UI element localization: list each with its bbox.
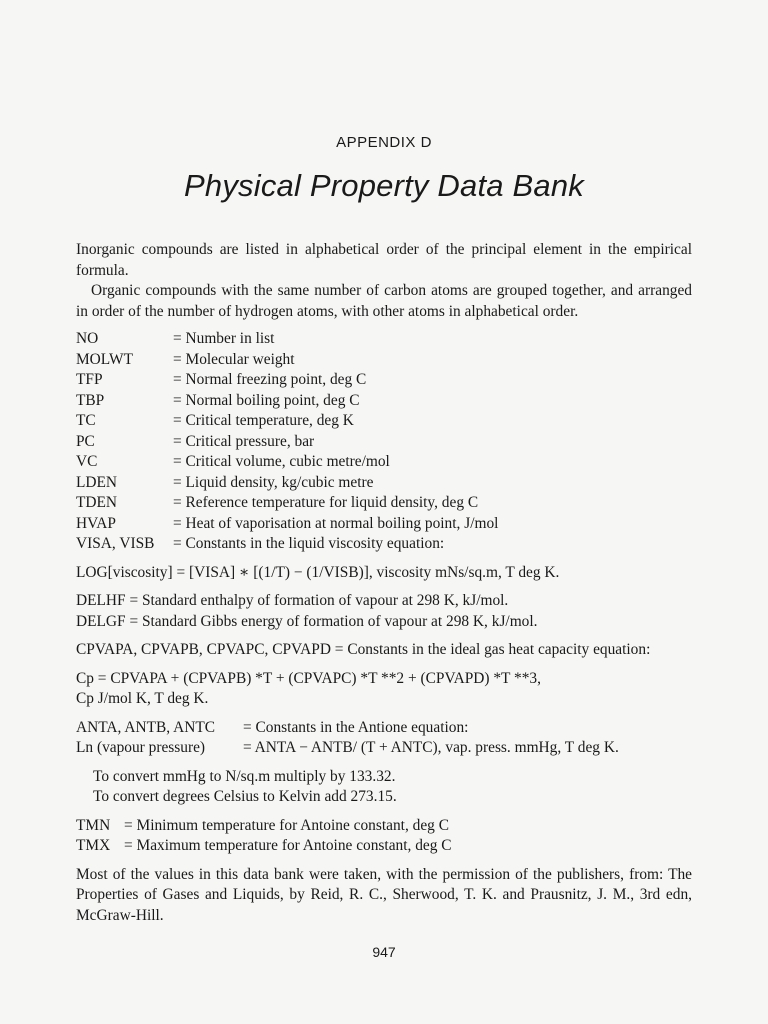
definition-key: MOLWT (76, 350, 133, 368)
conversion-note: To convert mmHg to N/sq.m multiply by 133.32. (93, 767, 396, 785)
cp-units: Cp J/mol K, T deg K. (76, 690, 209, 707)
definition-desc: = Heat of vaporisation at normal boiling point, J/mol (173, 514, 499, 532)
definition-desc: = Constants in the liquid viscosity equation: (173, 535, 445, 552)
definition-desc: = Number in list (173, 330, 275, 347)
delhf-definition: DELHF = Standard enthalpy of formation of vapour at 298 K, kJ/mol. (76, 592, 509, 609)
definition-key: NO (76, 330, 99, 347)
tm-row (76, 836, 692, 857)
delgf-definition: DELGF = Standard Gibbs energy of formation of vapour at 298 K, kJ/mol. (76, 612, 538, 630)
tm-desc: = Minimum temperature for Antoine constant, deg C (124, 816, 449, 834)
intro-paragraph-2: Organic compounds with the same number of carbon atoms are grouped together, and arranged in order of the number of hydrogen atoms, with other atoms in alphabetical order. (76, 282, 692, 320)
definition-key: HVAP (76, 514, 116, 532)
tm-row (76, 816, 692, 837)
definition-desc: = Liquid density, kg/cubic metre (173, 473, 374, 491)
tm-key: TMN (76, 816, 111, 834)
definition-key: TDEN (76, 494, 118, 511)
definition-row (76, 350, 692, 371)
cpvap-definition: CPVAPA, CPVAPB, CPVAPC, CPVAPD = Constants in the ideal gas heat capacity equation: (76, 641, 651, 658)
conversion-note: To convert degrees Celsius to Kelvin add 273.15. (93, 788, 397, 805)
antoine-key: Ln (vapour pressure) (76, 739, 206, 756)
antoine-constants-row (76, 718, 692, 739)
definition-key: TBP (76, 391, 105, 409)
definition-row (76, 473, 692, 494)
antoine-equation-row (76, 738, 692, 759)
definition-desc: = Normal freezing point, deg C (173, 371, 367, 388)
definition-row (76, 432, 692, 453)
definition-key: TFP (76, 371, 103, 388)
document-page (76, 0, 692, 1024)
antoine-key: ANTA, ANTB, ANTC (76, 718, 215, 736)
definition-desc: = Critical volume, cubic metre/mol (173, 453, 390, 470)
source-paragraph: Most of the values in this data bank were taken, with the permission of the publishers, from: The Properties of Gases and Liquids, by Reid, R. C., Sherwood, T. K. and Prausnitz, J. M., 3rd edn, McGraw-Hill. (76, 865, 692, 924)
cp-equation: Cp = CPVAPA + (CPVAPB) *T + (CPVAPC) *T **2 + (CPVAPD) *T **3, (76, 669, 541, 687)
definition-key: LDEN (76, 473, 118, 491)
definition-row (76, 452, 692, 473)
viscosity-equation: LOG[viscosity] = [VISA] ∗ [(1/T) − (1/VISB)], viscosity mNs/sq.m, T deg K. (76, 563, 560, 581)
tm-key: TMX (76, 837, 111, 854)
definition-row (76, 391, 692, 412)
antoine-desc: = ANTA − ANTB/ (T + ANTC), vap. press. mmHg, T deg K. (243, 739, 619, 756)
definition-key: VC (76, 453, 98, 470)
page-title: Physical Property Data Bank (184, 168, 584, 203)
document-body (76, 240, 692, 926)
definition-row (76, 411, 692, 432)
tm-desc: = Maximum temperature for Antoine constant, deg C (124, 837, 452, 854)
definition-row (76, 534, 692, 555)
definition-desc: = Molecular weight (173, 350, 295, 368)
definition-key: VISA, VISB (76, 535, 155, 552)
definition-row (76, 514, 692, 535)
definition-key: PC (76, 432, 95, 450)
definition-key: TC (76, 412, 96, 429)
intro-paragraph-1: Inorganic compounds are listed in alphabetical order of the principal element in the empirical formula. (76, 241, 692, 279)
definition-row (76, 493, 692, 514)
definition-row (76, 370, 692, 391)
antoine-desc: = Constants in the Antione equation: (243, 718, 469, 736)
appendix-label: APPENDIX D (336, 134, 432, 151)
definitions-list (76, 329, 692, 555)
definition-desc: = Critical temperature, deg K (173, 412, 354, 429)
definition-row (76, 329, 692, 350)
definition-desc: = Normal boiling point, deg C (173, 391, 360, 409)
definition-desc: = Critical pressure, bar (173, 432, 315, 450)
definition-desc: = Reference temperature for liquid density, deg C (173, 494, 479, 511)
page-number: 947 (372, 944, 396, 960)
